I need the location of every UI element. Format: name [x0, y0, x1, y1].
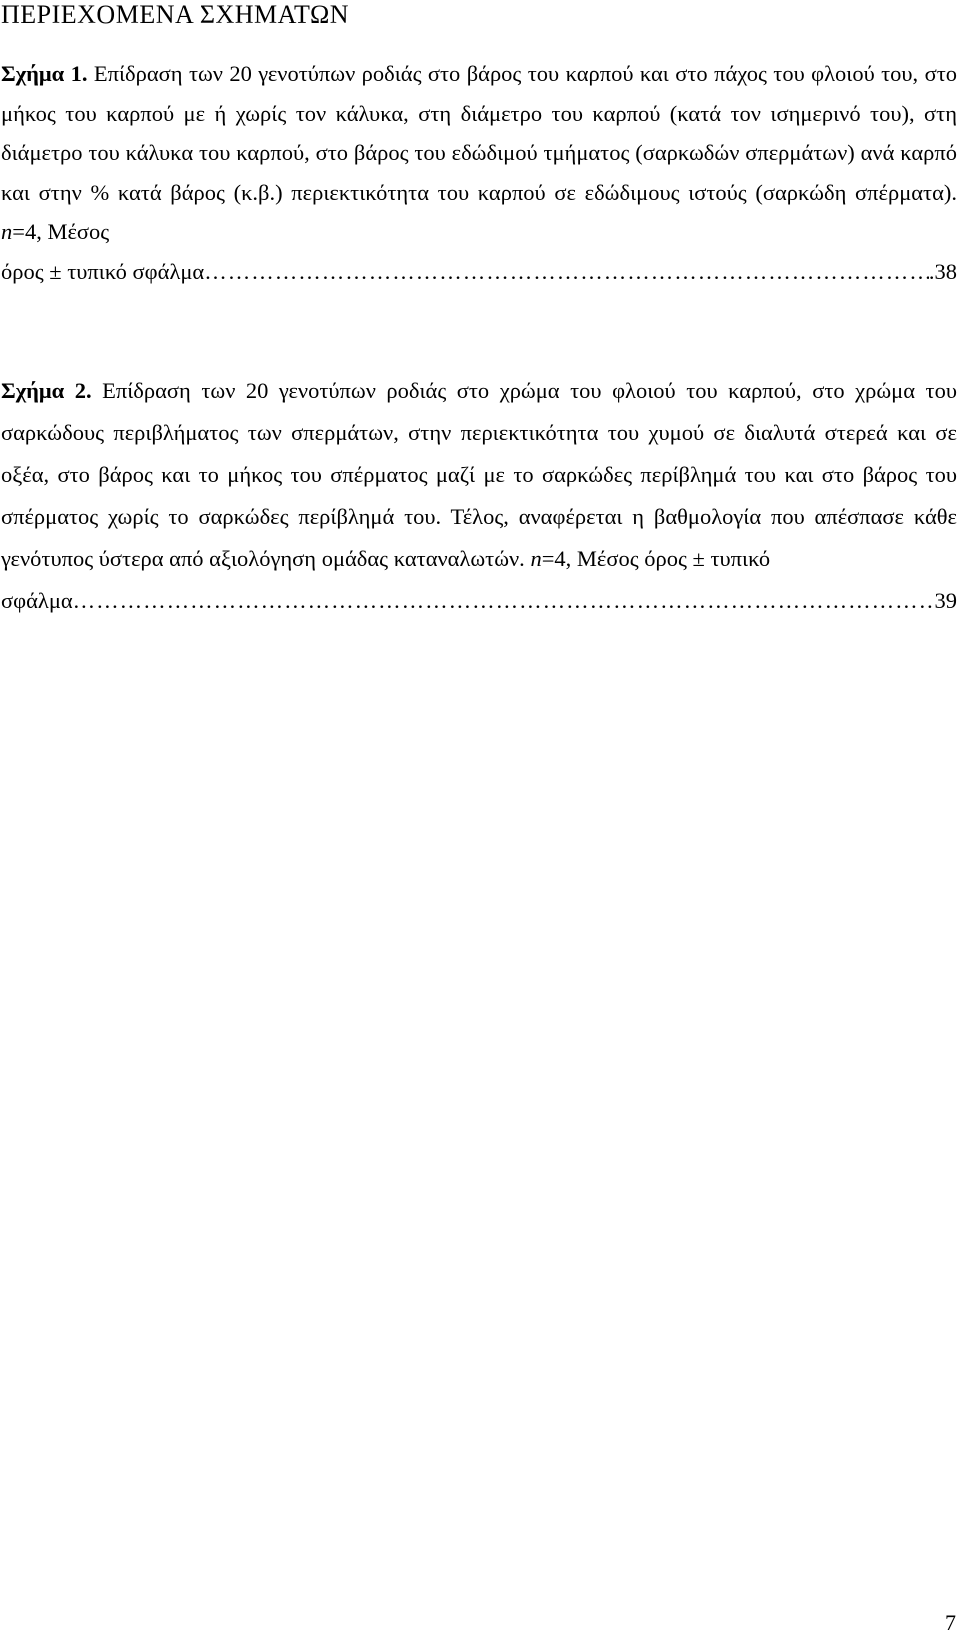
figure-label: Σχήμα 2. — [1, 378, 92, 403]
dot-leader — [73, 580, 935, 622]
figure-label: Σχήμα 1. — [1, 61, 88, 86]
figure-entry-2-body — [1, 370, 957, 580]
sample-size-value: =4, Μέσος — [12, 219, 110, 244]
toc-page-number: .38 — [928, 258, 957, 284]
sample-size-variable: n — [530, 546, 542, 571]
figure-entry-1-body — [1, 54, 957, 252]
page-heading: ΠΕΡΙΕΧΟΜΕΝΑ ΣΧΗΜΑΤΩΝ — [1, 0, 350, 29]
figure-entry-2 — [1, 370, 957, 622]
figure-entry-1 — [1, 54, 957, 291]
toc-line — [1, 580, 957, 622]
dot-leader — [204, 252, 929, 292]
sample-size-value: =4, Μέσος όρος ± τυπικό — [541, 546, 771, 571]
toc-page-number: 39 — [934, 588, 957, 613]
caption-last-line: σφάλμα — [1, 588, 73, 613]
caption-last-line: όρος ± τυπικό σφάλμα — [1, 258, 205, 284]
toc-line — [1, 252, 957, 292]
sample-size-variable: n — [1, 219, 13, 244]
figure-caption: Επίδραση των 20 γενοτύπων ροδιάς στο χρώμα του φλοιού του καρπού, στο χρώμα του σαρκώδους περιβλήματος των σπερμάτων, στην περιεκτικότητα του χυμού σε διαλυτά στερεά και σε οξέα, στο βάρος και το μήκος του σπέρματος μαζί με το σαρκώδες περίβλημά του και στο βάρος του σπέρματος χωρίς το σαρκώδες περίβλημά του. Τέλος, αναφέρεται η βαθμολογία που απέσπασε κάθε γενότυπος ύστερα από αξιολόγηση ομάδας καταναλωτών. — [1, 378, 957, 571]
page-number: 7 — [945, 1610, 956, 1635]
figure-caption: Επίδραση των 20 γενοτύπων ροδιάς στο βάρος του καρπού και στο πάχος του φλοιού του, στο μήκος του καρπού με ή χωρίς τον κάλυκα, στη διάμετρο του καρπού (κατά τον ισημερινό του), στη διάμετρο του κάλυκα του καρπού, στο βάρος του εδώδιμού τμήματος (σαρκωδών σπερμάτων) ανά καρπό και στην % κατά βάρος (κ.β.) περιεκτικότητα του καρπού σε εδώδιμους ιστούς (σαρκώδη σπέρματα). — [1, 61, 957, 205]
